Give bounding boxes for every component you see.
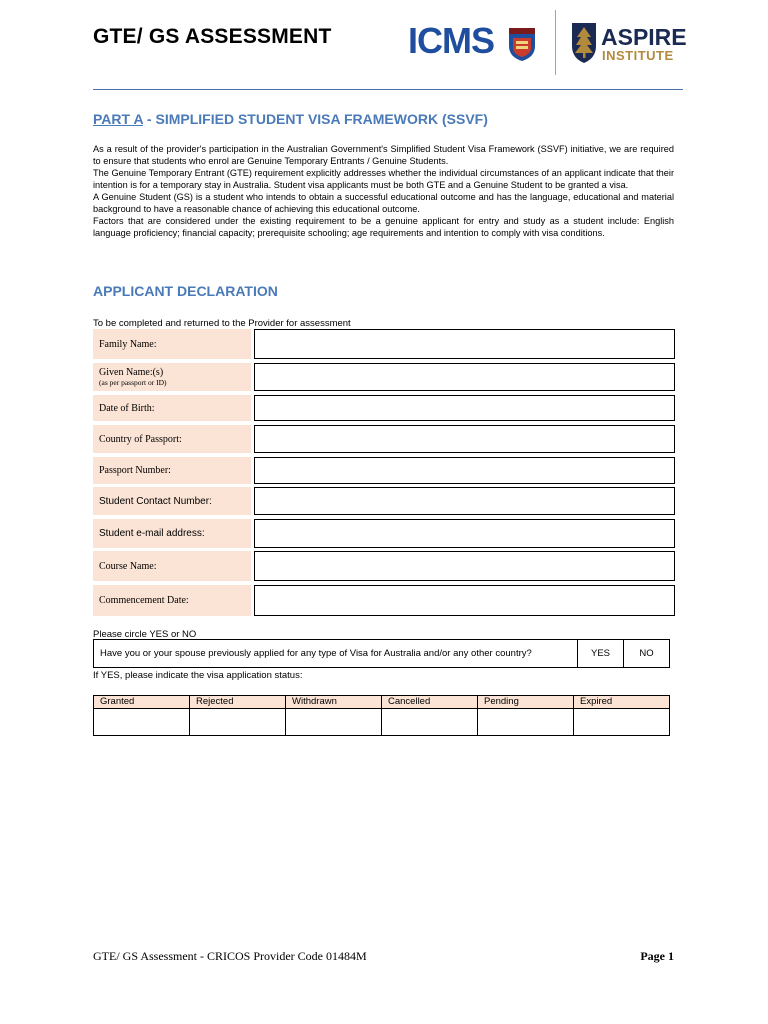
visa-history-question-table [93, 639, 670, 668]
given-name-sublabel: (as per passport or ID) [99, 378, 167, 387]
aspire-institute-logo [571, 20, 687, 70]
ssvf-intro-text [93, 143, 674, 239]
field-label [93, 363, 251, 391]
student-email-row [93, 519, 675, 548]
status-header-pending: Pending [478, 696, 574, 709]
circle-yes-no-note: Please circle YES or NO [93, 629, 197, 640]
student-contact-number-row [93, 487, 675, 515]
icms-logo-text: ICMS [408, 20, 494, 61]
no-option[interactable]: NO [624, 640, 670, 668]
course-name-row [93, 551, 675, 581]
date-of-birth-field[interactable] [254, 395, 675, 421]
declaration-instruction: To be completed and returned to the Provider for assessment [93, 318, 351, 329]
visa-status-table [93, 695, 670, 736]
field-label [93, 585, 251, 616]
part-a-title: SIMPLIFIED STUDENT VISA FRAMEWORK (SSVF) [155, 111, 488, 127]
country-of-passport-label: Country of Passport: [99, 433, 182, 445]
footer-page-number: Page 1 [640, 949, 674, 963]
given-name-label: Given Name:(s) [99, 367, 164, 378]
family-name-field[interactable] [254, 329, 675, 359]
icms-logo [408, 18, 543, 66]
given-name-field[interactable] [254, 363, 675, 391]
field-label [93, 551, 251, 581]
status-cell-granted[interactable] [94, 709, 190, 736]
logo-divider [555, 10, 556, 75]
applicant-declaration-heading: APPLICANT DECLARATION [93, 283, 278, 299]
institute-logo-text: INSTITUTE [602, 48, 674, 63]
country-of-passport-field[interactable] [254, 425, 675, 453]
status-header-expired: Expired [574, 696, 670, 709]
student-contact-number-label: Student Contact Number: [99, 495, 212, 507]
passport-number-field[interactable] [254, 457, 675, 484]
field-label [93, 329, 251, 359]
commencement-date-label: Commencement Date: [99, 595, 189, 606]
status-header-rejected: Rejected [190, 696, 286, 709]
status-header-granted: Granted [94, 696, 190, 709]
commencement-date-field[interactable] [254, 585, 675, 616]
part-a-separator: - [143, 111, 156, 127]
status-cell-expired[interactable] [574, 709, 670, 736]
passport-number-label: Passport Number: [99, 465, 171, 476]
field-label [93, 519, 251, 548]
student-contact-number-field[interactable] [254, 487, 675, 515]
field-label [93, 425, 251, 453]
header-rule [93, 89, 683, 90]
yes-option[interactable]: YES [578, 640, 624, 668]
status-cell-withdrawn[interactable] [286, 709, 382, 736]
intro-paragraph: As a result of the provider's participation in the Australian Government's Simplified Student Visa Framework (SSVF) initiative, we are required to ensure that students who enrol are Genuine Temporary Entrants / Genuine Students. [93, 144, 674, 166]
given-name-row [93, 363, 675, 391]
visa-history-question: Have you or your spouse previously applied for any type of Visa for Australia and/or any other country? [94, 640, 578, 668]
status-cell-cancelled[interactable] [382, 709, 478, 736]
student-email-field[interactable] [254, 519, 675, 548]
commencement-date-row [93, 585, 675, 616]
family-name-row [93, 329, 675, 359]
intro-paragraph: Factors that are considered under the existing requirement to be a genuine applicant for entry and study as a student include: English language proficiency; financial capacity; prerequisite schooling; age requirements and intention to comply with visa conditions. [93, 216, 674, 238]
country-of-passport-row [93, 425, 675, 453]
aspire-tree-shield-icon [571, 22, 597, 64]
status-cell-rejected[interactable] [190, 709, 286, 736]
visa-status-instruction: If YES, please indicate the visa application status: [93, 670, 303, 681]
icms-crest-icon [507, 26, 537, 62]
field-label [93, 457, 251, 484]
intro-paragraph: The Genuine Temporary Entrant (GTE) requirement explicitly addresses whether the individual circumstances of an applicant indicate that their intention is for a temporary stay in Australia. Student visa applicants must be both GTE and a Genuine Student to be granted a visa. [93, 168, 674, 190]
status-header-withdrawn: Withdrawn [286, 696, 382, 709]
aspire-logo-text: ASPIRE [601, 24, 687, 50]
family-name-label: Family Name: [99, 338, 157, 350]
part-a-heading [93, 111, 488, 127]
field-label [93, 395, 251, 421]
course-name-label: Course Name: [99, 560, 157, 572]
status-cell-pending[interactable] [478, 709, 574, 736]
date-of-birth-row [93, 395, 675, 421]
status-header-cancelled: Cancelled [382, 696, 478, 709]
field-label [93, 487, 251, 515]
course-name-field[interactable] [254, 551, 675, 581]
passport-number-row [93, 457, 675, 484]
date-of-birth-label: Date of Birth: [99, 402, 155, 414]
intro-paragraph: A Genuine Student (GS) is a student who intends to obtain a successful educational outcome and has the language, educational and material background to have a reasonable chance of achieving this educational outcome. [93, 192, 674, 214]
document-title: GTE/ GS ASSESSMENT [93, 25, 332, 48]
footer-provider-code: GTE/ GS Assessment - CRICOS Provider Code 01484M [93, 949, 367, 963]
part-a-label: PART A [93, 111, 144, 127]
student-email-label: Student e-mail address: [99, 528, 205, 539]
